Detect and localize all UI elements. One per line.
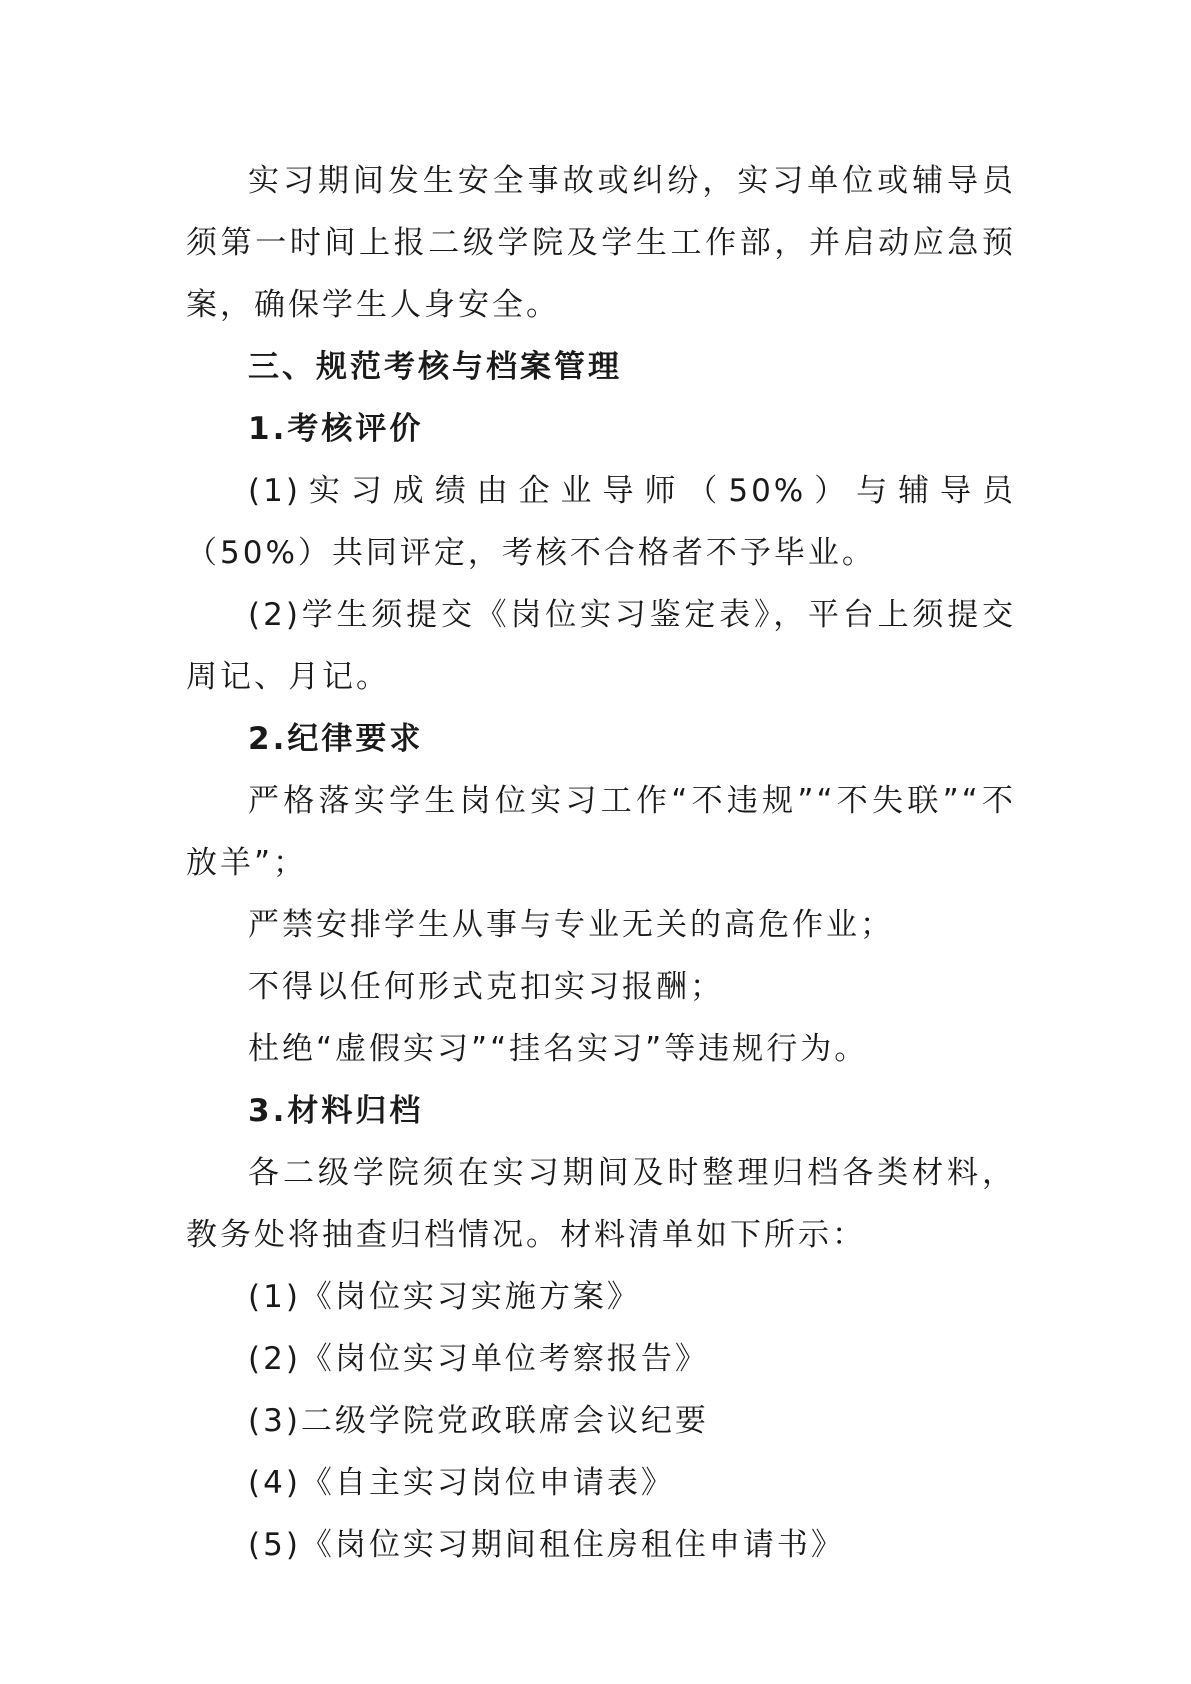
assessment-item-1: (1)实习成绩由企业导师（50%）与辅导员（50%）共同评定，考核不合格者不予毕业。	[186, 473, 1016, 571]
archiving-paragraph: 各二级学院须在实习期间及时整理归档各类材料，教务处将抽查归档情况。材料清单如下所示：	[186, 1155, 1016, 1253]
assessment-item-2: (2)学生须提交《岗位实习鉴定表》，平台上须提交周记、月记。	[186, 597, 1016, 695]
subheading-archiving: 3.材料归档	[248, 1093, 424, 1129]
materials-list-item: (2)《岗位实习单位考察报告》	[248, 1341, 709, 1377]
section-heading-3: 三、规范考核与档案管理	[248, 349, 622, 385]
materials-list-item: (4)《自主实习岗位申请表》	[248, 1465, 675, 1501]
materials-list-item: (1)《岗位实习实施方案》	[248, 1279, 641, 1315]
discipline-paragraph-2: 严禁安排学生从事与专业无关的高危作业；	[248, 907, 894, 943]
document-body	[186, 150, 1016, 1576]
subheading-assessment: 1.考核评价	[248, 411, 424, 447]
discipline-paragraph-4: 杜绝“虚假实习”“挂名实习”等违规行为。	[248, 1031, 869, 1067]
discipline-paragraph-3: 不得以任何形式克扣实习报酬；	[248, 969, 724, 1005]
paragraph-safety: 实习期间发生安全事故或纠纷，实习单位或辅导员须第一时间上报二级学院及学生工作部，并启动应急预案，确保学生人身安全。	[186, 163, 1016, 323]
materials-list-item: (5)《岗位实习期间租住房租住申请书》	[248, 1527, 845, 1563]
materials-list-item: (3)二级学院党政联席会议纪要	[248, 1403, 709, 1439]
subheading-discipline: 2.纪律要求	[248, 721, 424, 757]
discipline-paragraph-1: 严格落实学生岗位实习工作“不违规”“不失联”“不放羊”；	[186, 783, 1016, 881]
